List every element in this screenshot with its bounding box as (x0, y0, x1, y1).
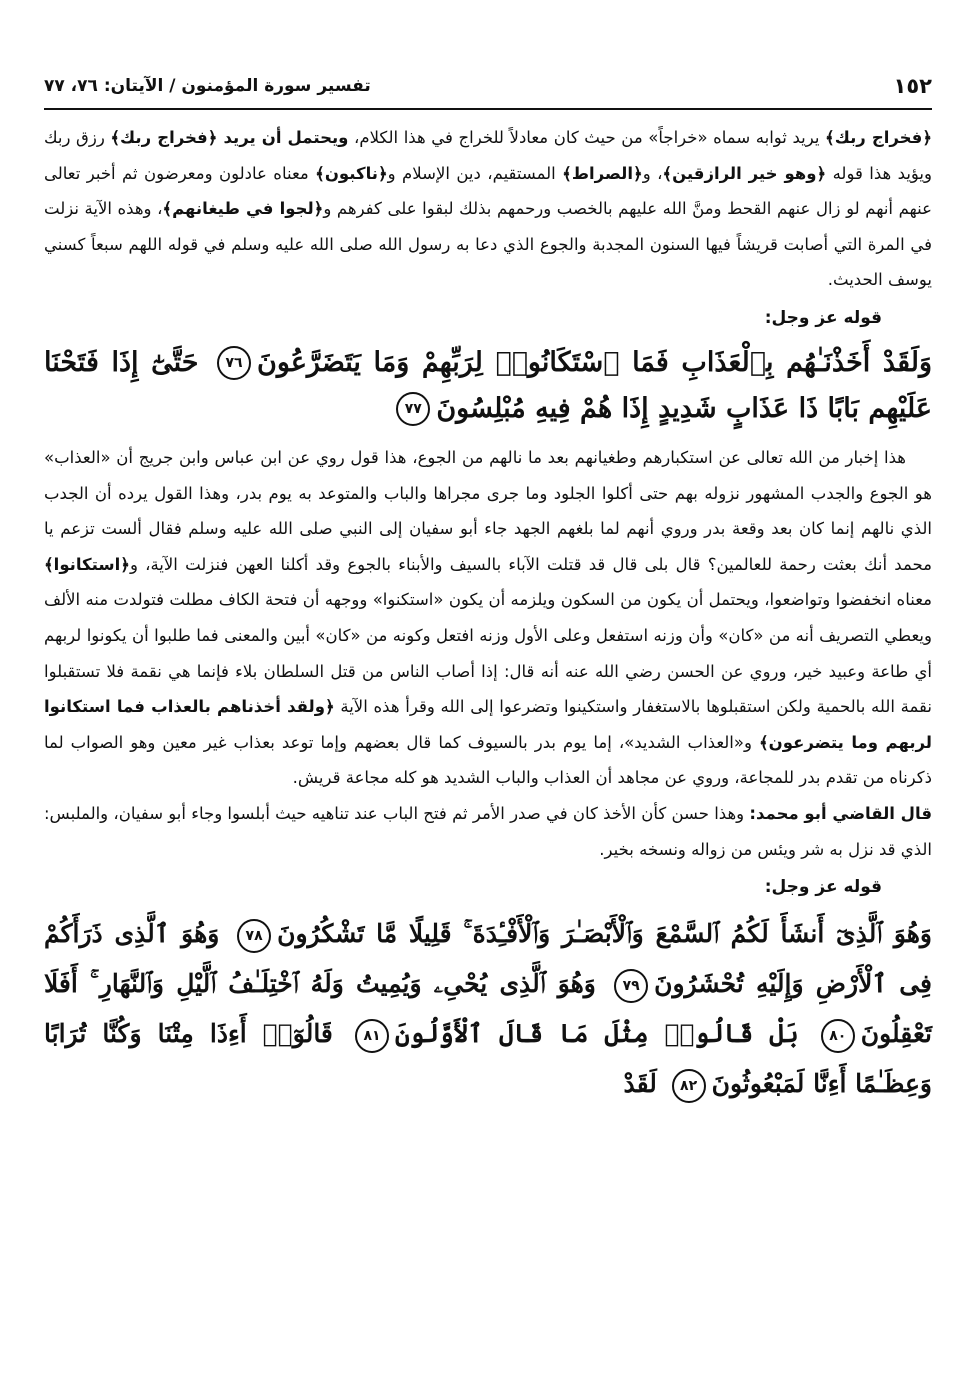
verse-text: وَهُوَ ٱلَّذِىٓ أَنشَأَ لَكُمُ ٱلسَّمْعَ وَٱلْأَبْصَـٰرَ وَٱلْأَفْـِٔدَةَ ۚ قَلِيلًا مَّا تَشْكُرُونَ (277, 919, 932, 949)
text-run: هذا قول روي عن ابن عباس وابن جريج أن «العذاب» هو الجوع والجدب المشهور نزوله بهم حتى أكلوا الجلود وما جرى مجراها والباب والمتوعد به يوم بدر، وهذا القول يرده أن الجدب الذي نالهم إنما كان بعد وقعة بدر وروي أنهم لما بلغهم الجهد جاء أبو سفيان إلى النبي صلى الله عليه وسلم فقال ألست تزعم يا محمد أنك بعثت رحمة للعالمين؟ قال بلى قال قد قتلت الآباء بالسيف والأبناء بالجوع وقد أكلنا العهن فنزلت الآية، و (44, 447, 932, 574)
page-header (44, 70, 932, 110)
verse-number-marker: ٧٧ (396, 392, 430, 426)
text-run: رزق ربك ويؤيد هذا قوله (44, 128, 932, 183)
text-run: معناه انخفضوا وتواضعوا، ويحتمل أن يكون من السكون ويلزمه أن يكون «استكنوا» ووجهه أن فتحة الكاف مطلت فتولدت منه الألف ويعطي التصريف أنه من «كان» وأن وزنه استفعل وعلى الأول وزنه افتعل وكونه من «كان» أبين والمعنى فما طلبوا أن يكونوا لربهم أي طاعة وعبيد خير، وروي عن الحسن رضي الله عنه أنه قال: إذا أصاب الناس من قتل السلطان بلاء فإنما هي نقمة فلا تستقبلوا نقمة الله بالحمية ولكن استقبلوها بالاستغفار واستكينوا وتضرعوا إلى الله وقرأ هذه الآية (44, 590, 933, 717)
commentary-paragraph-1 (44, 120, 932, 298)
verse-number-marker: ٧٩ (614, 969, 648, 1003)
author-attribution: قال القاضي أبو محمد: (749, 803, 932, 823)
quoted-term: ﴿الصراط﴾ (562, 163, 643, 183)
text-run: ، وهذه الآية نزلت في المرة التي أصابت قريشاً فيها السنون المجدبة والجوع الذي دعا به رسول الله صلى الله عليه وسلم في قوله اللهم سبعاً كسني يوسف الحديث. (44, 199, 932, 290)
verse-text: وَلَقَدْ أَخَذْنَـٰهُم بِٱلْعَذَابِ فَمَا ٱسْتَكَانُوا۟ لِرَبِّهِمْ وَمَا يَتَضَرَّعُونَ (257, 346, 932, 378)
verse-number-marker: ٨٠ (821, 1019, 855, 1053)
verse-text: قَالُوٓا۟ أَءِذَا مِتْنَا وَكُنَّا تُرَابًا وَعِظَـٰمًا أَءِنَّا لَمَبْعُوثُونَ (44, 1019, 932, 1099)
verse-number-marker: ٨٢ (672, 1069, 706, 1103)
verse-text: بَلْ قَالُوا۟ مِثْلَ مَا قَالَ ٱلْأَوَّلُونَ (395, 1019, 799, 1049)
text-run: هذا إخبار من الله تعالى عن استكبارهم وطغيانهم بعد ما نالهم من الجوع، (406, 447, 906, 467)
verse-text: لَقَدْ (623, 1069, 657, 1099)
text-run: و«العذاب الشديد»، إما يوم بدر بالسيوف كما قال بعضهم وإما توعد بعذاب غير معين وهو الصواب لما ذكرناه من تقدم بدر للمجاعة، وروي عن مجاهد أن العذاب والباب الشديد هو كله مجاعة قريش. (44, 732, 932, 788)
verse-intro: قوله عز وجل: (764, 877, 882, 898)
verse-number-marker: ٧٨ (237, 919, 271, 953)
text-run: وهذا حسن كأن الأخذ كان في صدر الأمر ثم فتح الباب عند تناهيه حيث أبلسوا وجاء أبو سفيان، والملبس: الذي قد نزل به شر ويئس من زواله ونسخه بخير. (44, 803, 932, 859)
quoted-term: ﴿استكانوا﴾ (44, 554, 130, 574)
text-run: يريد ثوابه سماه «خراجاً» من حيث كان معادلاً للخراج في هذا الكلام، (348, 128, 826, 147)
verse-text: حَتَّىٰٓ إِذَا فَتَحْنَا عَلَيْهِم بَابًا ذَا عَذَابٍ شَدِيدٍ إِذَا هُمْ فِيهِ مُبْلِسُونَ (44, 346, 932, 424)
quran-verses-76-77 (44, 340, 932, 432)
verse-number-marker: ٨١ (355, 1019, 389, 1053)
quoted-term: ﴿لجوا في طيغانهم﴾ (162, 199, 324, 219)
verse-text: وَهُوَ ٱلَّذِى ذَرَأَكُمْ فِى ٱلْأَرْضِ وَإِلَيْهِ تُحْشَرُونَ (44, 919, 932, 999)
quoted-verse: ﴿ولقد أخذناهم بالعذاب فما استكانوا لربهم وما يتضرعون﴾ (44, 697, 933, 752)
verse-intro: قوله عز وجل: (764, 307, 882, 328)
page-number: ١٥٢ (893, 74, 932, 98)
quoted-term: ﴿فخراج ربك﴾ (825, 128, 933, 147)
text-run: المستقيم، دين الإسلام و (387, 163, 563, 183)
quran-verses-78-82 (44, 909, 932, 1109)
text-run: معناه عادلون ومعرضون ثم أخبر تعالى عنهم أنهم لو زال عنهم القحط ومنَّ الله عليهم بالخصب ورحمهم بذلك لبقوا على كفرهم و (44, 163, 932, 219)
verse-text: وَهُوَ ٱلَّذِى يُحْىِۦ وَيُمِيتُ وَلَهُ ٱخْتِلَـٰفُ ٱلَّيْلِ وَٱلنَّهَارِ ۚ أَفَلَا تَعْقِلُونَ (44, 969, 932, 1049)
commentary-paragraph-2 (44, 440, 932, 796)
verse-number-marker: ٧٦ (217, 346, 251, 380)
quoted-term: ﴿وهو خير الرازقين﴾ (662, 163, 827, 183)
bold-phrase: ويحتمل أن يريد ﴿فخراج ربك﴾ (110, 128, 349, 147)
text-run: ، و (642, 163, 663, 183)
commentary-paragraph-3 (44, 796, 932, 867)
quoted-term: ﴿ناكبون﴾ (315, 163, 388, 183)
running-title: تفسير سورة المؤمنون / الآيتان: ٧٦، ٧٧ (44, 76, 381, 96)
